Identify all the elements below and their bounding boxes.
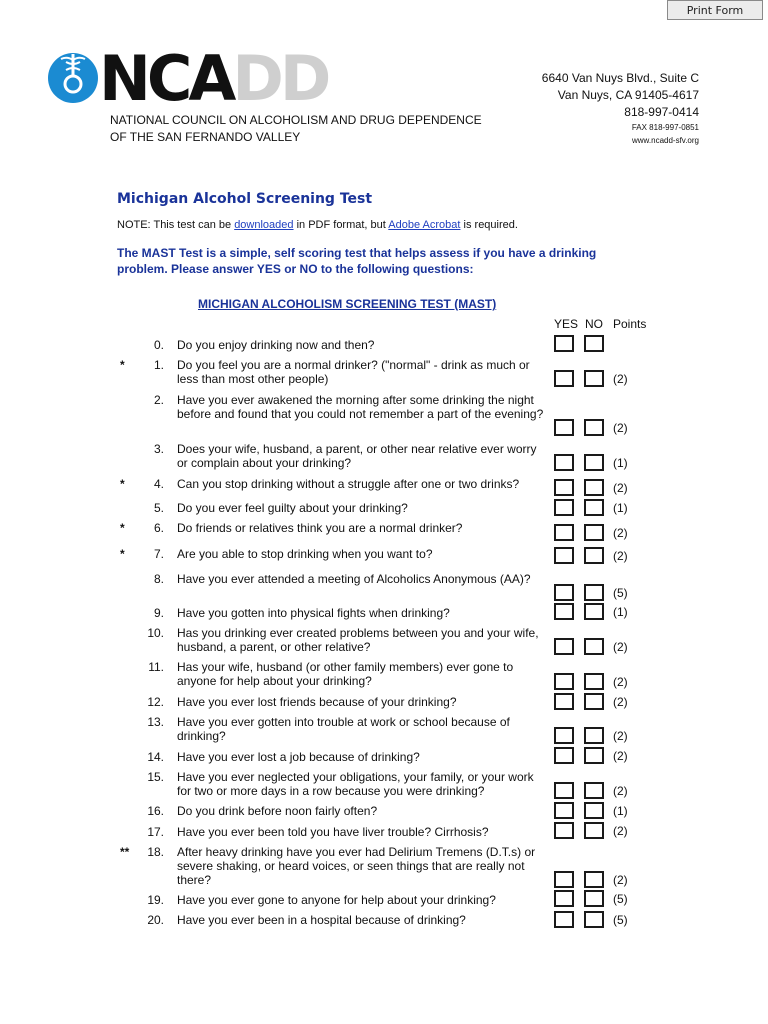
question-number: 10. bbox=[147, 626, 164, 640]
question-text: Have you ever awakened the morning after some drinking the night before and found that you could not remember a part of the evening? bbox=[177, 393, 544, 421]
address-fax: FAX 818-997-0851 bbox=[631, 123, 699, 132]
yes-checkbox[interactable] bbox=[554, 727, 574, 744]
question-star-marker: * bbox=[120, 547, 125, 561]
question-number: 15. bbox=[147, 770, 164, 784]
address-phone: 818-997-0414 bbox=[624, 105, 699, 119]
question-points: (2) bbox=[613, 824, 628, 838]
question-number: 13. bbox=[147, 715, 164, 729]
yes-checkbox[interactable] bbox=[554, 890, 574, 907]
address-website: www.ncadd-sfv.org bbox=[632, 136, 699, 145]
question-number: 1. bbox=[153, 358, 164, 372]
question-points: (5) bbox=[613, 586, 628, 600]
question-text: Have you ever been in a hospital because of drinking? bbox=[177, 913, 466, 927]
no-checkbox[interactable] bbox=[584, 479, 604, 496]
no-checkbox[interactable] bbox=[584, 638, 604, 655]
question-points: (2) bbox=[613, 421, 628, 435]
question-text: Have you ever been told you have liver trouble? Cirrhosis? bbox=[177, 825, 489, 839]
address-street: 6640 Van Nuys Blvd., Suite C bbox=[541, 71, 699, 85]
yes-checkbox[interactable] bbox=[554, 911, 574, 928]
address-city: Van Nuys, CA 91405-4617 bbox=[557, 88, 699, 102]
question-text: Have you ever neglected your obligations, your family, or your work for two or more days in a row because you were drinking? bbox=[177, 770, 534, 798]
question-number: 6. bbox=[153, 521, 164, 535]
points-column-header: Points bbox=[613, 317, 647, 331]
print-form-button[interactable]: Print Form bbox=[667, 0, 763, 20]
question-text: Has you drinking ever created problems between you and your wife, husband, a parent, or other relative? bbox=[177, 626, 539, 654]
question-points: (2) bbox=[613, 873, 628, 887]
yes-checkbox[interactable] bbox=[554, 638, 574, 655]
question-number: 20. bbox=[147, 913, 164, 927]
question-number: 11. bbox=[148, 660, 164, 674]
organization-name bbox=[110, 112, 482, 146]
no-checkbox[interactable] bbox=[584, 802, 604, 819]
yes-checkbox[interactable] bbox=[554, 454, 574, 471]
no-checkbox[interactable] bbox=[584, 547, 604, 564]
org-name-line2: OF THE SAN FERNANDO VALLEY bbox=[110, 130, 301, 144]
question-points: (1) bbox=[613, 605, 628, 619]
question-text: After heavy drinking have you ever had Delirium Tremens (D.T.s) or severe shaking, or heard voices, or seen things that are really not there? bbox=[177, 845, 536, 887]
question-number: 8. bbox=[153, 572, 164, 586]
question-star-marker: * bbox=[120, 358, 125, 372]
note-suffix: is required. bbox=[460, 219, 518, 231]
note-prefix: NOTE: This test can be bbox=[117, 219, 235, 231]
yes-checkbox[interactable] bbox=[554, 747, 574, 764]
no-checkbox[interactable] bbox=[584, 524, 604, 541]
contact-address bbox=[542, 70, 699, 147]
question-number: 5. bbox=[153, 501, 164, 515]
question-points: (1) bbox=[613, 804, 628, 818]
question-points: (1) bbox=[613, 456, 628, 470]
no-checkbox[interactable] bbox=[584, 890, 604, 907]
no-checkbox[interactable] bbox=[584, 747, 604, 764]
question-text: Does your wife, husband, a parent, or other near relative ever worry or complain about your drinking? bbox=[177, 442, 537, 470]
yes-checkbox[interactable] bbox=[554, 499, 574, 516]
no-column-header: NO bbox=[585, 317, 603, 331]
no-checkbox[interactable] bbox=[584, 782, 604, 799]
yes-checkbox[interactable] bbox=[554, 802, 574, 819]
question-number: 4. bbox=[153, 477, 164, 491]
download-note bbox=[117, 219, 518, 231]
question-number: 17. bbox=[147, 825, 164, 839]
no-checkbox[interactable] bbox=[584, 822, 604, 839]
question-points: (2) bbox=[613, 695, 628, 709]
question-text: Are you able to stop drinking when you want to? bbox=[177, 547, 433, 561]
question-text: Have you ever attended a meeting of Alcoholics Anonymous (AA)? bbox=[177, 572, 531, 586]
logo-letters-light: DD bbox=[232, 42, 328, 115]
yes-column-header: YES bbox=[554, 317, 579, 331]
no-checkbox[interactable] bbox=[584, 673, 604, 690]
question-text: Have you ever gone to anyone for help about your drinking? bbox=[177, 893, 496, 907]
question-text: Do friends or relatives think you are a normal drinker? bbox=[177, 521, 463, 535]
yes-checkbox[interactable] bbox=[554, 871, 574, 888]
yes-checkbox[interactable] bbox=[554, 419, 574, 436]
no-checkbox[interactable] bbox=[584, 693, 604, 710]
question-points: (2) bbox=[613, 675, 628, 689]
question-points: (2) bbox=[613, 549, 628, 563]
question-number: 9. bbox=[153, 606, 164, 620]
no-checkbox[interactable] bbox=[584, 370, 604, 387]
no-checkbox[interactable] bbox=[584, 499, 604, 516]
ncadd-logo bbox=[46, 42, 346, 115]
question-points: (2) bbox=[613, 729, 628, 743]
no-checkbox[interactable] bbox=[584, 911, 604, 928]
page-title: Michigan Alcohol Screening Test bbox=[117, 191, 373, 207]
yes-checkbox[interactable] bbox=[554, 693, 574, 710]
yes-checkbox[interactable] bbox=[554, 370, 574, 387]
question-star-marker: * bbox=[120, 521, 125, 535]
yes-checkbox[interactable] bbox=[554, 524, 574, 541]
question-number: 18. bbox=[147, 845, 164, 859]
question-text: Have you ever lost friends because of your drinking? bbox=[177, 695, 457, 709]
question-text: Do you drink before noon fairly often? bbox=[177, 804, 378, 818]
question-points: (2) bbox=[613, 481, 628, 495]
question-points: (2) bbox=[613, 526, 628, 540]
question-number: 19. bbox=[147, 893, 164, 907]
no-checkbox[interactable] bbox=[584, 419, 604, 436]
question-text: Do you feel you are a normal drinker? ("normal" - drink as much or less than most other people) bbox=[177, 358, 530, 386]
yes-checkbox[interactable] bbox=[554, 782, 574, 799]
question-number: 16. bbox=[147, 804, 164, 818]
yes-checkbox[interactable] bbox=[554, 822, 574, 839]
no-checkbox[interactable] bbox=[584, 871, 604, 888]
yes-checkbox[interactable] bbox=[554, 479, 574, 496]
no-checkbox[interactable] bbox=[584, 335, 604, 352]
question-star-marker: ** bbox=[120, 845, 130, 859]
no-checkbox[interactable] bbox=[584, 584, 604, 601]
question-star-marker: * bbox=[120, 477, 125, 491]
yes-checkbox[interactable] bbox=[554, 547, 574, 564]
question-number: 7. bbox=[153, 547, 164, 561]
logo-wordmark bbox=[99, 42, 328, 115]
download-link[interactable]: downloaded bbox=[234, 219, 294, 231]
test-title: MICHIGAN ALCOHOLISM SCREENING TEST (MAST) bbox=[198, 297, 497, 311]
question-text: Has your wife, husband (or other family members) ever gone to anyone for help about your drinking? bbox=[177, 660, 514, 688]
question-number: 3. bbox=[153, 442, 164, 456]
yes-checkbox[interactable] bbox=[554, 584, 574, 601]
question-text: Have you gotten into physical fights when drinking? bbox=[177, 606, 450, 620]
question-number: 2. bbox=[153, 393, 164, 407]
caduceus-key-icon bbox=[46, 48, 106, 108]
question-points: (2) bbox=[613, 784, 628, 798]
question-text: Have you ever lost a job because of drinking? bbox=[177, 750, 420, 764]
question-points: (5) bbox=[613, 913, 628, 927]
question-number: 14. bbox=[147, 750, 164, 764]
intro-text: The MAST Test is a simple, self scoring test that helps assess if you have a drinking problem. Please answer YES or NO to the following questions: bbox=[117, 246, 597, 276]
question-text: Have you ever gotten into trouble at work or school because of drinking? bbox=[177, 715, 510, 743]
question-points: (1) bbox=[613, 501, 628, 515]
question-number: 12. bbox=[147, 695, 164, 709]
question-number: 0. bbox=[153, 338, 164, 352]
question-points: (2) bbox=[613, 749, 628, 763]
no-checkbox[interactable] bbox=[584, 603, 604, 620]
no-checkbox[interactable] bbox=[584, 454, 604, 471]
question-text: Do you enjoy drinking now and then? bbox=[177, 338, 375, 352]
question-points: (5) bbox=[613, 892, 628, 906]
question-points: (2) bbox=[613, 640, 628, 654]
adobe-acrobat-link[interactable]: Adobe Acrobat bbox=[388, 219, 461, 231]
org-name-line1: NATIONAL COUNCIL ON ALCOHOLISM AND DRUG DEPENDENCE bbox=[110, 113, 482, 127]
question-text: Can you stop drinking without a struggle after one or two drinks? bbox=[177, 477, 520, 491]
question-text: Do you ever feel guilty about your drinking? bbox=[177, 501, 408, 515]
yes-checkbox[interactable] bbox=[554, 603, 574, 620]
no-checkbox[interactable] bbox=[584, 727, 604, 744]
question-points: (2) bbox=[613, 372, 628, 386]
logo-letters-dark: NCA bbox=[99, 42, 233, 115]
note-middle: in PDF format, but bbox=[293, 219, 389, 231]
yes-checkbox[interactable] bbox=[554, 673, 574, 690]
yes-checkbox[interactable] bbox=[554, 335, 574, 352]
